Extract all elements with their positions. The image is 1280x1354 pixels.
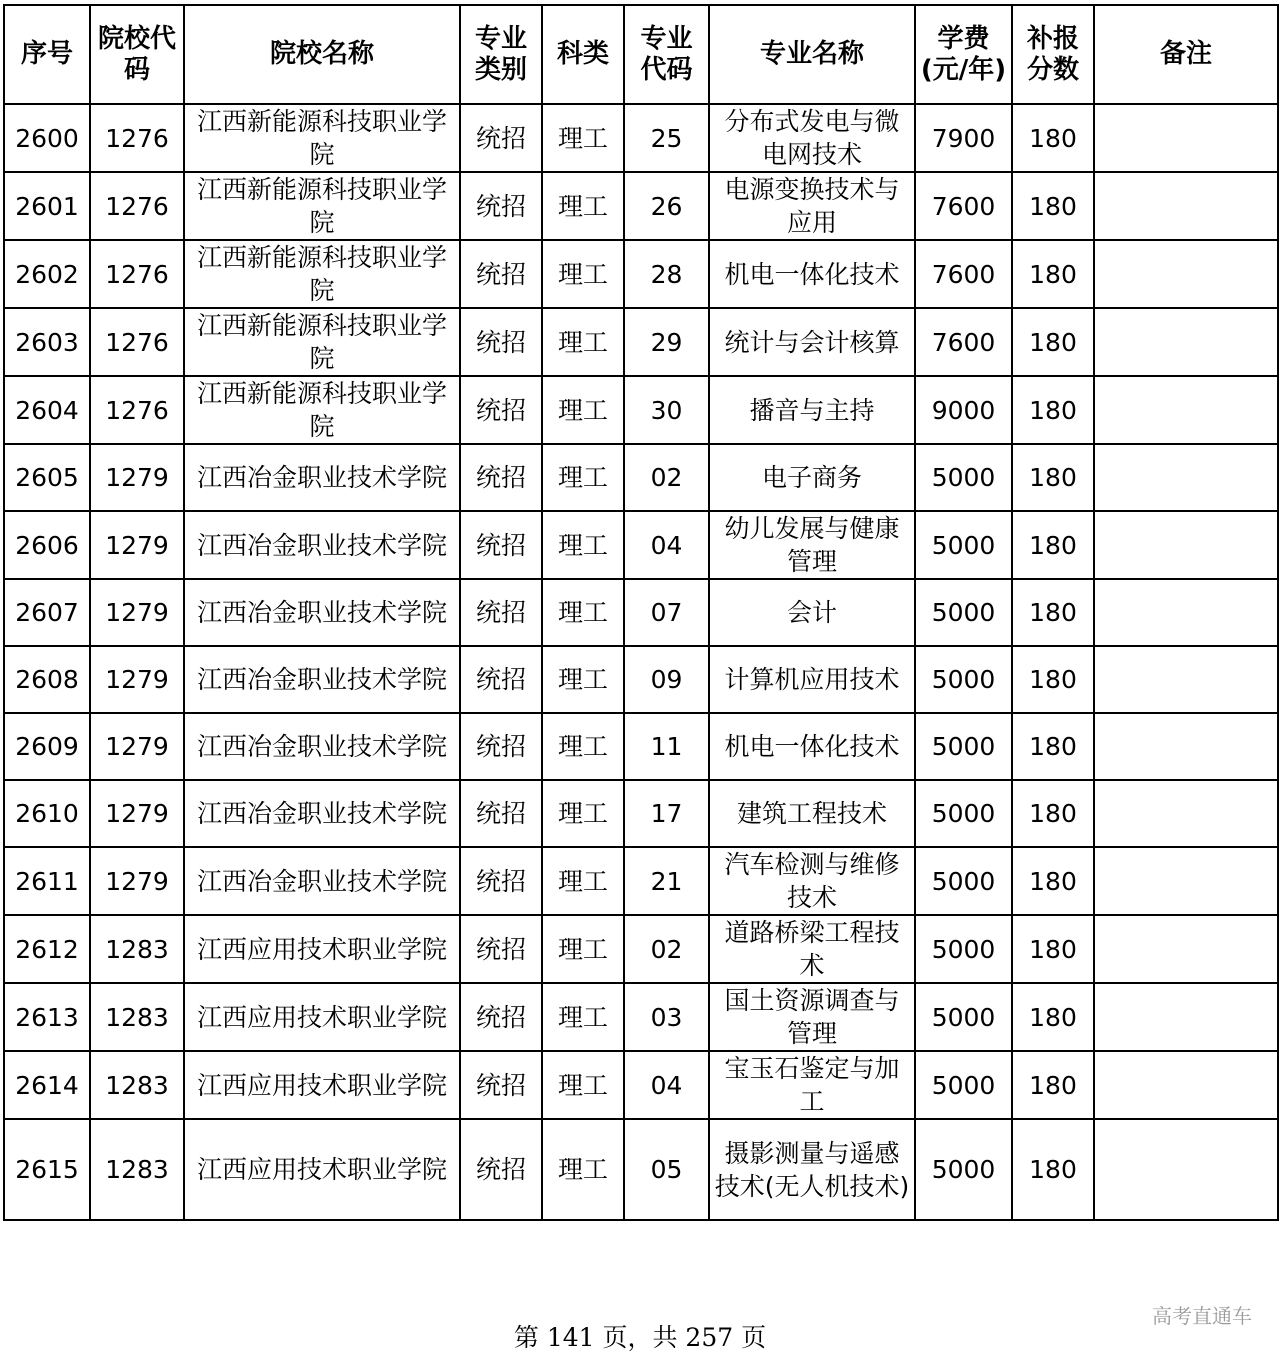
cell-major-name: 会计 [709,579,915,646]
cell-remarks [1094,172,1278,240]
cell-major-category: 统招 [460,511,542,579]
cell-major-category: 统招 [460,847,542,915]
cell-major-name: 宝玉石鉴定与加工 [709,1051,915,1119]
cell-supplement-score: 180 [1012,780,1094,847]
cell-school-code: 1276 [90,240,184,308]
table-row [4,172,1278,240]
cell-major-code: 30 [624,376,709,444]
cell-seq: 2601 [4,172,90,240]
cell-major-code: 09 [624,646,709,713]
cell-major-name: 播音与主持 [709,376,915,444]
cell-school-name: 江西冶金职业技术学院 [184,579,460,646]
header-major-code: 专业代码 [624,5,709,104]
cell-major-code: 29 [624,308,709,376]
cell-major-category: 统招 [460,1051,542,1119]
cell-seq: 2612 [4,915,90,983]
cell-seq: 2606 [4,511,90,579]
cell-subject-type: 理工 [542,646,624,713]
cell-tuition: 5000 [915,579,1012,646]
cell-school-code: 1283 [90,983,184,1051]
cell-subject-type: 理工 [542,172,624,240]
header-remarks: 备注 [1094,5,1278,104]
cell-school-name: 江西冶金职业技术学院 [184,444,460,511]
cell-supplement-score: 180 [1012,1119,1094,1220]
cell-major-category: 统招 [460,172,542,240]
cell-major-code: 02 [624,444,709,511]
cell-seq: 2607 [4,579,90,646]
cell-school-name: 江西应用技术职业学院 [184,1051,460,1119]
cell-major-code: 26 [624,172,709,240]
cell-major-code: 02 [624,915,709,983]
cell-seq: 2600 [4,104,90,172]
cell-subject-type: 理工 [542,444,624,511]
cell-tuition: 7600 [915,172,1012,240]
table-row [4,308,1278,376]
cell-school-code: 1283 [90,1051,184,1119]
cell-school-name: 江西新能源科技职业学院 [184,240,460,308]
cell-tuition: 5000 [915,1119,1012,1220]
cell-major-code: 03 [624,983,709,1051]
cell-school-code: 1276 [90,104,184,172]
cell-major-code: 21 [624,847,709,915]
cell-remarks [1094,308,1278,376]
cell-major-code: 11 [624,713,709,780]
cell-major-category: 统招 [460,376,542,444]
cell-seq: 2605 [4,444,90,511]
cell-major-code: 17 [624,780,709,847]
cell-subject-type: 理工 [542,915,624,983]
cell-major-name: 电子商务 [709,444,915,511]
cell-major-category: 统招 [460,780,542,847]
cell-major-category: 统招 [460,983,542,1051]
table-row [4,240,1278,308]
cell-school-code: 1279 [90,579,184,646]
table-body [4,104,1278,1220]
cell-remarks [1094,579,1278,646]
cell-subject-type: 理工 [542,983,624,1051]
cell-major-code: 04 [624,511,709,579]
cell-remarks [1094,983,1278,1051]
watermark-text: 高考直通车 [1152,1304,1252,1328]
cell-school-name: 江西新能源科技职业学院 [184,172,460,240]
cell-subject-type: 理工 [542,511,624,579]
cell-major-category: 统招 [460,579,542,646]
cell-supplement-score: 180 [1012,983,1094,1051]
cell-major-category: 统招 [460,915,542,983]
cell-subject-type: 理工 [542,376,624,444]
cell-school-code: 1283 [90,1119,184,1220]
cell-school-name: 江西新能源科技职业学院 [184,104,460,172]
cell-major-category: 统招 [460,308,542,376]
cell-school-code: 1279 [90,780,184,847]
cell-major-name: 计算机应用技术 [709,646,915,713]
cell-subject-type: 理工 [542,847,624,915]
cell-supplement-score: 180 [1012,376,1094,444]
cell-school-code: 1276 [90,308,184,376]
cell-major-name: 摄影测量与遥感技术(无人机技术) [709,1119,915,1220]
cell-school-name: 江西冶金职业技术学院 [184,847,460,915]
cell-supplement-score: 180 [1012,308,1094,376]
cell-seq: 2613 [4,983,90,1051]
cell-school-name: 江西冶金职业技术学院 [184,780,460,847]
cell-remarks [1094,240,1278,308]
header-school-name: 院校名称 [184,5,460,104]
cell-major-category: 统招 [460,713,542,780]
cell-major-name: 机电一体化技术 [709,713,915,780]
cell-remarks [1094,780,1278,847]
cell-supplement-score: 180 [1012,104,1094,172]
cell-school-code: 1276 [90,376,184,444]
cell-subject-type: 理工 [542,713,624,780]
cell-tuition: 9000 [915,376,1012,444]
cell-supplement-score: 180 [1012,847,1094,915]
table-row [4,847,1278,915]
cell-school-code: 1279 [90,646,184,713]
cell-major-name: 分布式发电与微电网技术 [709,104,915,172]
cell-remarks [1094,646,1278,713]
cell-tuition: 5000 [915,646,1012,713]
table-row [4,511,1278,579]
cell-major-code: 04 [624,1051,709,1119]
cell-subject-type: 理工 [542,1051,624,1119]
cell-subject-type: 理工 [542,780,624,847]
cell-remarks [1094,1051,1278,1119]
cell-major-name: 统计与会计核算 [709,308,915,376]
cell-remarks [1094,444,1278,511]
cell-seq: 2614 [4,1051,90,1119]
table-row [4,915,1278,983]
admissions-table [3,4,1279,1221]
cell-major-category: 统招 [460,646,542,713]
cell-major-name: 国土资源调查与管理 [709,983,915,1051]
cell-supplement-score: 180 [1012,915,1094,983]
cell-major-name: 汽车检测与维修技术 [709,847,915,915]
cell-school-code: 1276 [90,172,184,240]
cell-major-name: 电源变换技术与应用 [709,172,915,240]
cell-major-name: 建筑工程技术 [709,780,915,847]
cell-seq: 2615 [4,1119,90,1220]
cell-subject-type: 理工 [542,240,624,308]
cell-supplement-score: 180 [1012,444,1094,511]
cell-subject-type: 理工 [542,579,624,646]
header-tuition: 学费(元/年) [915,5,1012,104]
table-row [4,376,1278,444]
cell-major-name: 道路桥梁工程技术 [709,915,915,983]
cell-tuition: 5000 [915,915,1012,983]
cell-seq: 2610 [4,780,90,847]
cell-subject-type: 理工 [542,1119,624,1220]
cell-remarks [1094,915,1278,983]
cell-school-name: 江西新能源科技职业学院 [184,308,460,376]
cell-major-category: 统招 [460,104,542,172]
cell-supplement-score: 180 [1012,646,1094,713]
cell-supplement-score: 180 [1012,240,1094,308]
table-header-row [4,5,1278,104]
table-row [4,1119,1278,1220]
cell-major-name: 幼儿发展与健康管理 [709,511,915,579]
cell-school-code: 1279 [90,847,184,915]
header-subject-type: 科类 [542,5,624,104]
cell-school-code: 1279 [90,444,184,511]
header-school-code: 院校代码 [90,5,184,104]
cell-tuition: 5000 [915,847,1012,915]
cell-remarks [1094,104,1278,172]
cell-major-code: 05 [624,1119,709,1220]
cell-tuition: 5000 [915,983,1012,1051]
table-row [4,780,1278,847]
cell-tuition: 5000 [915,1051,1012,1119]
table-row [4,579,1278,646]
cell-tuition: 5000 [915,444,1012,511]
cell-major-name: 机电一体化技术 [709,240,915,308]
cell-seq: 2603 [4,308,90,376]
cell-tuition: 7600 [915,308,1012,376]
cell-seq: 2611 [4,847,90,915]
cell-school-name: 江西冶金职业技术学院 [184,713,460,780]
cell-remarks [1094,847,1278,915]
cell-seq: 2609 [4,713,90,780]
cell-major-code: 07 [624,579,709,646]
table-row [4,104,1278,172]
cell-school-name: 江西冶金职业技术学院 [184,646,460,713]
cell-remarks [1094,511,1278,579]
table-row [4,713,1278,780]
cell-school-name: 江西应用技术职业学院 [184,1119,460,1220]
cell-major-category: 统招 [460,1119,542,1220]
table-row [4,444,1278,511]
cell-seq: 2604 [4,376,90,444]
cell-remarks [1094,1119,1278,1220]
cell-tuition: 5000 [915,511,1012,579]
cell-school-code: 1279 [90,511,184,579]
table-row [4,646,1278,713]
cell-school-name: 江西冶金职业技术学院 [184,511,460,579]
header-major-category: 专业类别 [460,5,542,104]
cell-tuition: 7600 [915,240,1012,308]
cell-major-category: 统招 [460,240,542,308]
page-number-footer: 第 141 页，共 257 页 [513,1323,767,1352]
cell-subject-type: 理工 [542,104,624,172]
cell-major-code: 28 [624,240,709,308]
cell-supplement-score: 180 [1012,1051,1094,1119]
cell-supplement-score: 180 [1012,579,1094,646]
cell-tuition: 5000 [915,780,1012,847]
cell-major-code: 25 [624,104,709,172]
cell-school-name: 江西新能源科技职业学院 [184,376,460,444]
cell-school-code: 1283 [90,915,184,983]
cell-subject-type: 理工 [542,308,624,376]
cell-supplement-score: 180 [1012,713,1094,780]
cell-tuition: 5000 [915,713,1012,780]
table-row [4,983,1278,1051]
cell-tuition: 7900 [915,104,1012,172]
table-row [4,1051,1278,1119]
cell-remarks [1094,376,1278,444]
cell-major-category: 统招 [460,444,542,511]
cell-school-code: 1279 [90,713,184,780]
cell-seq: 2608 [4,646,90,713]
cell-seq: 2602 [4,240,90,308]
cell-supplement-score: 180 [1012,511,1094,579]
cell-school-name: 江西应用技术职业学院 [184,915,460,983]
cell-supplement-score: 180 [1012,172,1094,240]
cell-remarks [1094,713,1278,780]
cell-school-name: 江西应用技术职业学院 [184,983,460,1051]
header-major-name: 专业名称 [709,5,915,104]
header-supplement-score: 补报分数 [1012,5,1094,104]
header-seq: 序号 [4,5,90,104]
